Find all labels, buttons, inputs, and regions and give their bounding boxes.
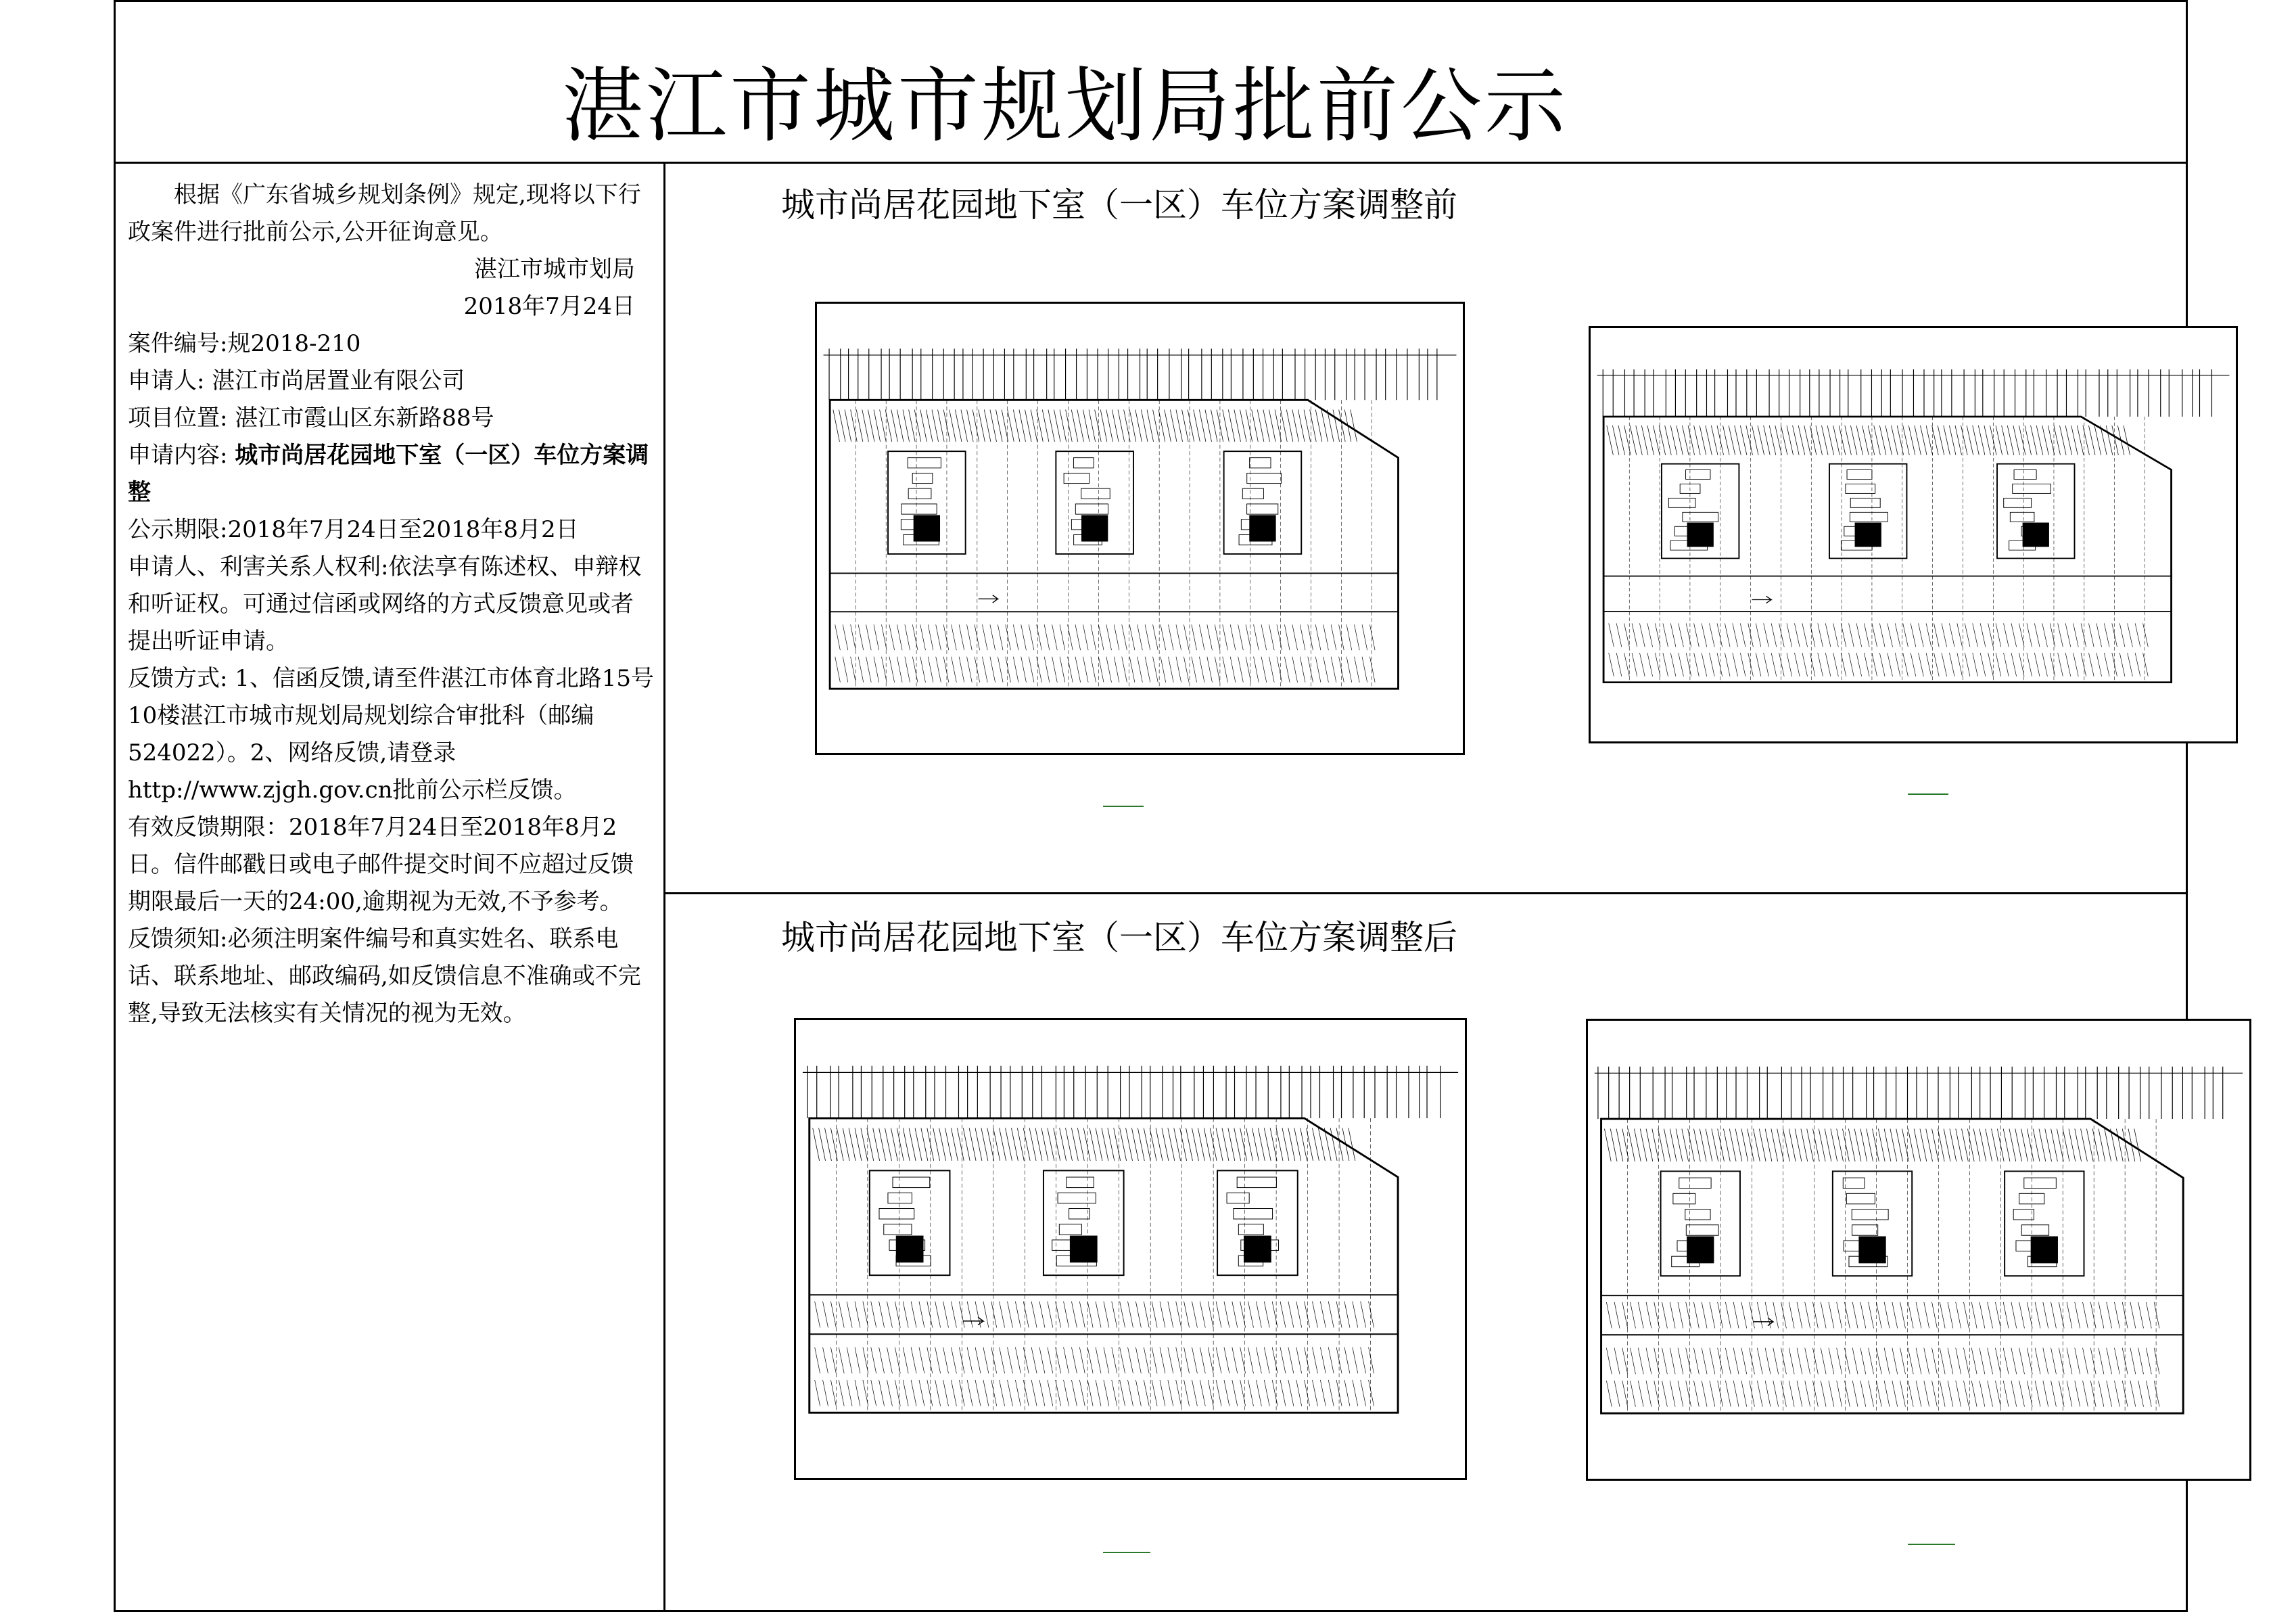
title-row (116, 2, 2186, 164)
project-location: 项目位置: 湛江市霞山区东新路88号 (128, 405, 494, 432)
plan-after-left-caption (1103, 1538, 1150, 1553)
plan-before-right (1589, 326, 2238, 743)
notice-period: 公示期限:2018年7月24日至2018年8月2日 (128, 516, 579, 543)
floor-plan-drawing (1591, 328, 2236, 741)
panel-before-title: 城市尚居花园地下室（一区）车位方案调整前 (781, 185, 1457, 225)
notice-frame (114, 0, 2188, 1612)
notice-column (116, 162, 665, 1610)
plan-after-right (1586, 1019, 2251, 1481)
panel-before (663, 162, 2186, 894)
rights: 申请人、利害关系人权利:依法享有陈述权、申辩权和听证权。可通过信函或网络的方式反馈意见或者提出听证申请。 (128, 553, 642, 655)
drawings-column (663, 162, 2186, 1610)
floor-plan-drawing (796, 1020, 1465, 1478)
notice-issuer: 湛江市城市划局 (474, 256, 635, 283)
page-title: 湛江市城市规划局批前公示 (562, 60, 1568, 154)
content-label: 申请内容: (128, 442, 235, 469)
feedback-notes: 反馈须知:必须注明案件编号和真实姓名、联系电话、联系地址、邮政编码,如反馈信息不准确或不完整,导致无法核实有关情况的视为无效。 (128, 925, 641, 1027)
floor-plan-drawing (1588, 1021, 2249, 1479)
plan-after-right-caption (1908, 1530, 1955, 1545)
floor-plan-drawing (817, 304, 1463, 753)
plan-before-right-caption (1908, 780, 1948, 795)
notice-text (128, 177, 655, 1032)
notice-intro: 根据《广东省城乡规划条例》规定,现将以下行政案件进行批前公示,公开征询意见。 (128, 181, 641, 246)
panel-after-title: 城市尚居花园地下室（一区）车位方案调整后 (781, 918, 1457, 957)
panel-after (663, 894, 2186, 1610)
plan-before-left (815, 302, 1465, 755)
notice-date: 2018年7月24日 (463, 293, 635, 320)
plan-before-left-caption (1103, 792, 1144, 807)
application-content (128, 437, 655, 511)
content-value: 城市尚居花园地下室（一区）车位方案调整 (128, 442, 649, 506)
feedback-method: 反馈方式: 1、信函反馈,请至件湛江市体育北路15号10楼湛江市城市规划局规划综合审批科（邮编524022）。2、网络反馈,请登录http://www.zjgh.gov.cn批前公示栏反馈。 (128, 665, 654, 804)
case-number: 案件编号:规2018-210 (128, 330, 361, 357)
applicant: 申请人: 湛江市尚居置业有限公司 (128, 367, 465, 394)
plan-after-left (794, 1018, 1467, 1480)
valid-period: 有效反馈期限：2018年7月24日至2018年8月2日。信件邮戳日或电子邮件提交时间不应超过反馈期限最后一天的24:00,逾期视为无效,不予参考。 (128, 814, 634, 915)
